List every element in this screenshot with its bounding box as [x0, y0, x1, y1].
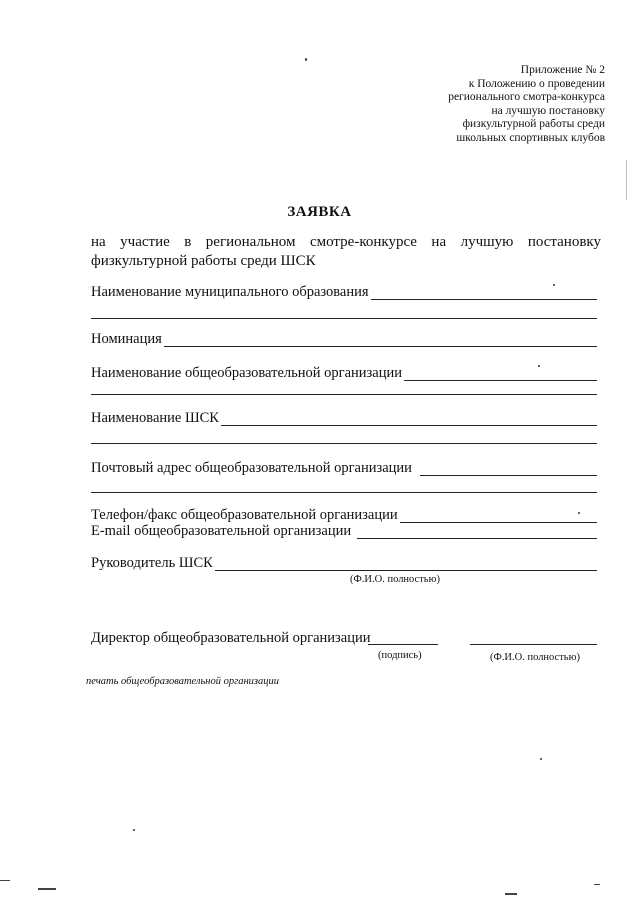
postal-address-label: Почтовый адрес общеобразовательной организации: [91, 460, 412, 476]
phone-fax-label: Телефон/факс общеобразовательной организации: [91, 507, 398, 523]
appendix-line: Приложение № 2: [520, 64, 605, 76]
head-label: Руководитель ШСК: [91, 555, 213, 571]
scan-streak: [38, 888, 56, 890]
scan-streak: [594, 884, 600, 885]
director-signature-line[interactable]: [368, 644, 438, 645]
scan-speck: [305, 58, 307, 61]
director-label: Директор общеобразовательной организации: [91, 630, 371, 646]
postal-address-extra-line[interactable]: [91, 492, 597, 493]
org-name-label: Наименование общеобразовательной организации: [91, 365, 402, 381]
email-input-line[interactable]: [357, 525, 597, 539]
form-subtitle: на участие в региональном смотре-конкурсе на лучшую постановку физкультурной работы среди ШСК: [91, 234, 601, 269]
appendix-line: регионального смотра-конкурса: [448, 91, 605, 104]
form-title: ЗАЯВКА: [287, 204, 352, 220]
org-name-input-line[interactable]: [404, 367, 597, 381]
municipality-input-line[interactable]: [371, 286, 597, 300]
director-fio-line[interactable]: [470, 644, 597, 645]
nomination-label: Номинация: [91, 331, 162, 347]
appendix-line: физкультурной работы среди: [462, 118, 605, 131]
head-field[interactable]: [91, 555, 597, 571]
head-input-line[interactable]: [215, 557, 597, 571]
nomination-input-line[interactable]: [164, 333, 597, 347]
shsk-name-field[interactable]: [91, 410, 597, 426]
seal-note: печать общеобразовательной организации: [86, 676, 280, 687]
postal-address-input-line[interactable]: [420, 462, 597, 476]
director-label-row: [91, 630, 370, 646]
appendix-line: к Положению о проведении: [468, 77, 605, 90]
appendix-line: на лучшую постановку: [491, 104, 605, 117]
org-name-field[interactable]: [91, 365, 597, 381]
signature-caption: (подпись): [378, 650, 422, 661]
scan-speck: [133, 829, 135, 831]
municipality-label: Наименование муниципального образования: [91, 284, 369, 300]
municipality-field[interactable]: [91, 284, 597, 300]
scan-speck: [540, 758, 542, 760]
scan-speck: [553, 284, 555, 286]
scan-speck: [538, 365, 540, 367]
appendix-line: школьных спортивных клубов: [456, 131, 605, 144]
nomination-field[interactable]: [91, 331, 597, 347]
municipality-extra-line[interactable]: [91, 318, 597, 319]
scan-streak: [505, 893, 517, 895]
director-fio-caption: (Ф.И.О. полностью): [490, 652, 580, 663]
shsk-name-label: Наименование ШСК: [91, 410, 219, 426]
phone-fax-input-line[interactable]: [400, 509, 597, 523]
appendix-note: [448, 64, 605, 146]
phone-fax-field[interactable]: [91, 507, 597, 523]
email-field[interactable]: [91, 523, 597, 539]
org-name-extra-line[interactable]: [91, 394, 597, 395]
scan-speck: [578, 512, 580, 514]
postal-address-field[interactable]: [91, 460, 597, 476]
scan-streak: [626, 160, 627, 200]
head-fio-caption: (Ф.И.О. полностью): [350, 574, 440, 585]
email-label: E-mail общеобразовательной организации: [91, 523, 352, 539]
shsk-name-input-line[interactable]: [221, 412, 597, 426]
scan-streak: [0, 880, 10, 881]
shsk-name-extra-line[interactable]: [91, 443, 597, 444]
